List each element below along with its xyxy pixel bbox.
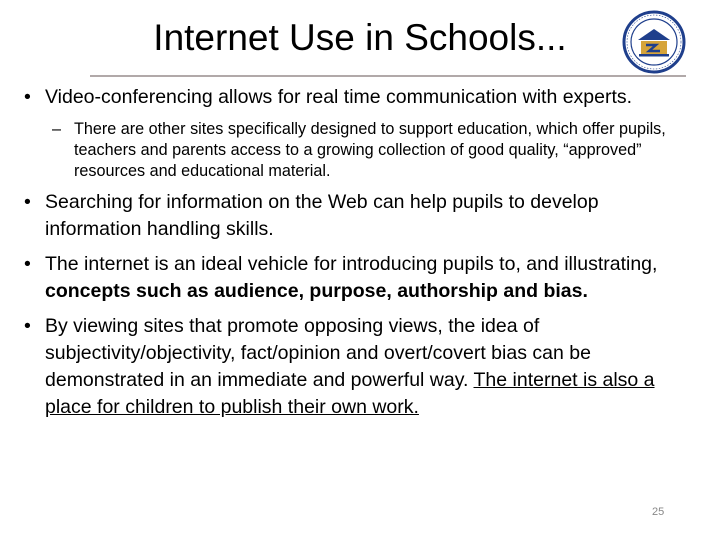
bullet-underlined-text: The internet is also a place for children to publish their own work. xyxy=(45,369,655,418)
bullet-text: Video-conferencing allows for real time communication with experts. xyxy=(45,86,633,108)
bullet-item xyxy=(22,84,690,111)
bullet-dot-icon: • xyxy=(24,86,31,108)
bullet-text: By viewing sites that promote opposing views, the idea of subjectivity/objectivity, fact/opinion and overt/covert bias can be demonstrated in an immediate and powerful way. xyxy=(45,315,591,391)
slide-body xyxy=(22,84,690,429)
bullet-bold-text: concepts such as audience, purpose, authorship and bias. xyxy=(45,280,588,302)
bullet-text: The internet is an ideal vehicle for introducing pupils to, and illustrating, xyxy=(45,253,658,275)
sub-bullet-text: There are other sites specifically designed to support education, which offer pupils, teachers and parents access to a growing collection of good quality, “approved” resources and educational material. xyxy=(74,120,666,180)
title-divider xyxy=(90,75,686,77)
slide-title: Internet Use in Schools... xyxy=(153,17,567,58)
bullet-dot-icon: • xyxy=(24,315,31,337)
bullet-dot-icon: • xyxy=(24,191,31,213)
bullet-item xyxy=(22,251,690,305)
bullet-dot-icon: • xyxy=(24,253,31,275)
bullet-item xyxy=(22,189,690,243)
bullet-item xyxy=(22,313,690,421)
sub-bullet-item xyxy=(22,119,690,182)
bullet-text: Searching for information on the Web can help pupils to develop information handling skills. xyxy=(45,191,599,240)
page-number: 25 xyxy=(652,506,665,518)
dash-bullet-icon: – xyxy=(52,120,62,138)
institution-logo xyxy=(622,10,686,74)
university-seal-icon xyxy=(622,10,686,74)
